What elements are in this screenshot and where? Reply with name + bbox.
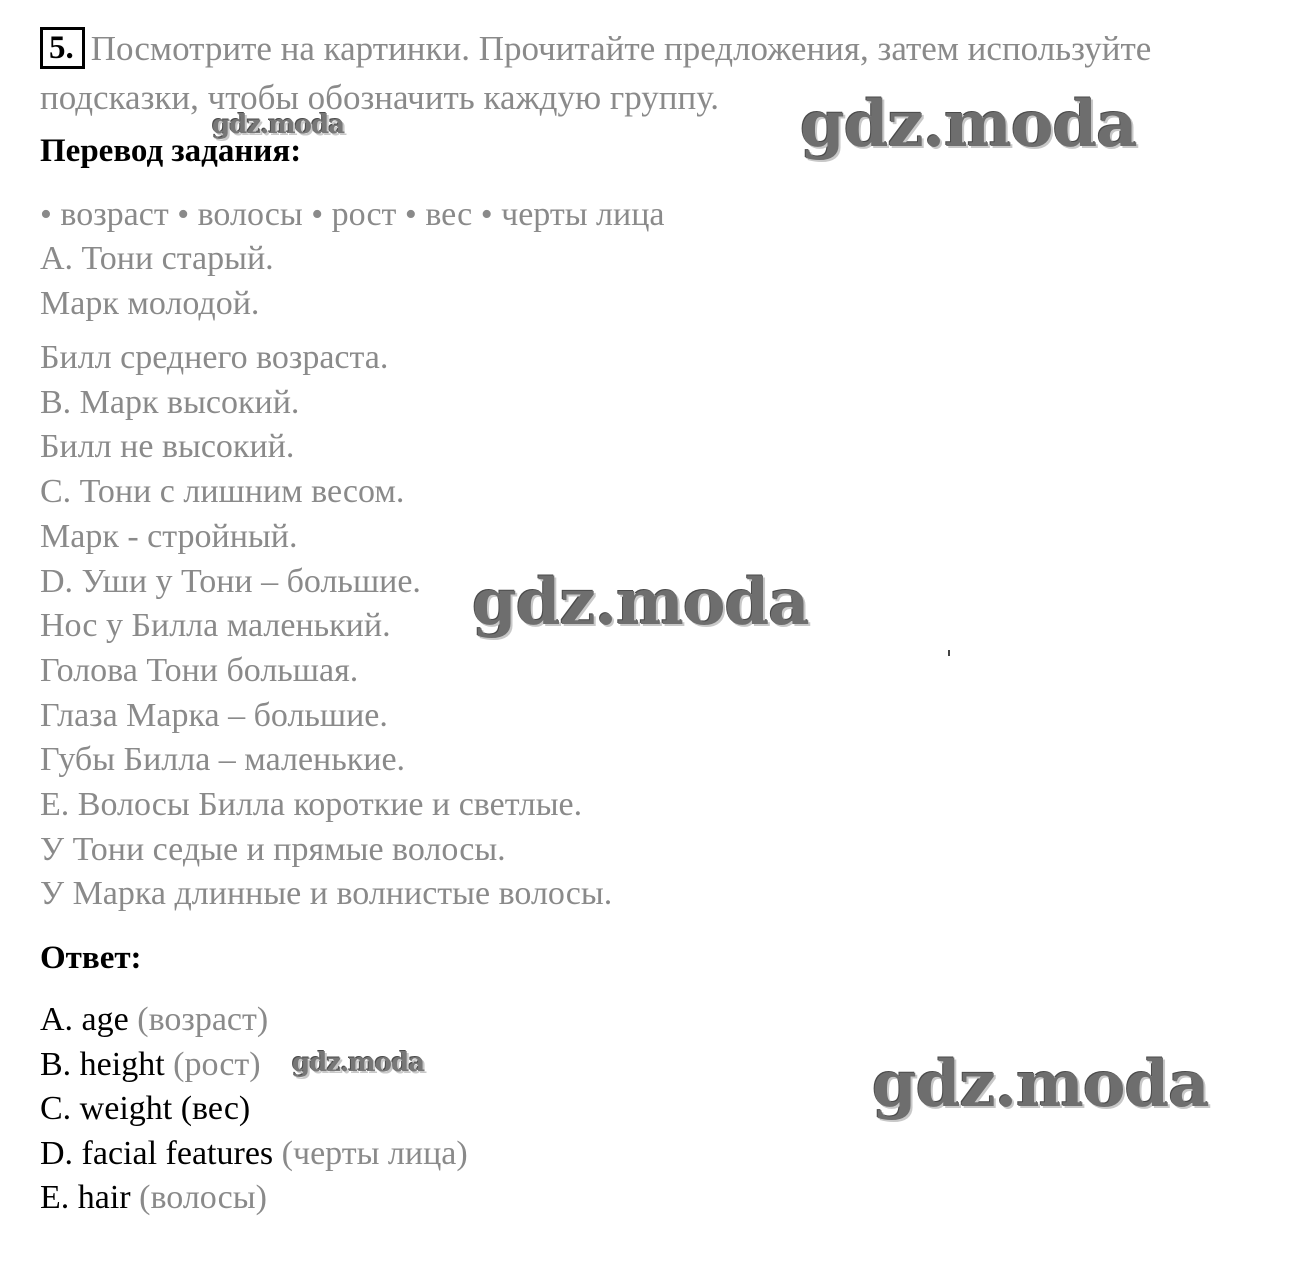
watermark: gdz.moda	[292, 1048, 425, 1078]
answer-ru: (волосы)	[130, 1179, 267, 1216]
answer-ru: (возраст)	[128, 1001, 269, 1038]
stray-mark	[948, 650, 950, 656]
answer-en: A. age	[40, 1001, 129, 1038]
answer-en: C. weight (вес)	[40, 1090, 251, 1127]
instruction-line-2: подсказки, чтобы обозначить каждую группу.	[40, 78, 719, 117]
translation-line: Билл не высокий.	[40, 428, 295, 466]
translation-line: Марк - стройный.	[40, 517, 298, 555]
answer-en: B. height	[40, 1045, 165, 1083]
watermark: gdz.moda	[872, 1047, 1209, 1122]
watermark: gdz.moda	[212, 110, 345, 140]
translation-block-1	[40, 237, 274, 326]
translation-line: Нос у Билла маленький.	[40, 607, 391, 645]
translation-line: Билл среднего возраста.	[40, 339, 389, 376]
translation-line: У Марка длинные и волнистые волосы.	[40, 875, 613, 913]
translation-line: В. Марк высокий.	[40, 383, 300, 421]
answer-item	[40, 1176, 468, 1221]
translation-line: Губы Билла – маленькие.	[40, 741, 406, 779]
translation-line: Глаза Марка – большие.	[40, 696, 388, 734]
hints-line	[40, 193, 665, 238]
answer-ru: (рост)	[164, 1045, 261, 1083]
answer-en: D. facial features	[40, 1134, 274, 1172]
answer-list	[40, 998, 468, 1221]
answer-en: E. hair	[40, 1179, 131, 1216]
translation-line: А. Тони старый.	[40, 240, 274, 277]
translation-line: E. Волосы Билла короткие и светлые.	[40, 786, 583, 824]
watermark: gdz.moda	[472, 565, 809, 640]
answer-ru: (черты лица)	[273, 1134, 468, 1172]
task-number: 5.	[40, 27, 85, 69]
answer-item	[40, 1087, 468, 1132]
instruction-line-1: Посмотрите на картинки. Прочитайте предложения, затем используйте	[90, 29, 1152, 68]
watermark: gdz.moda	[800, 87, 1137, 162]
translation-line: Голова Тони большая.	[40, 651, 359, 689]
translation-line: Марк молодой.	[40, 284, 260, 322]
answer-item	[40, 998, 468, 1043]
translation-title: Перевод задания:	[40, 133, 302, 169]
answer-item	[40, 1132, 468, 1177]
answer-title: Ответ:	[40, 940, 142, 976]
translation-line: D. Уши у Тони – большие.	[40, 562, 421, 600]
translation-line: С. Тони с лишним весом.	[40, 473, 405, 511]
translation-line: У Тони седые и прямые волосы.	[40, 830, 506, 868]
hints-text: • возраст • волосы • рост • вес • черты лица	[40, 196, 665, 233]
